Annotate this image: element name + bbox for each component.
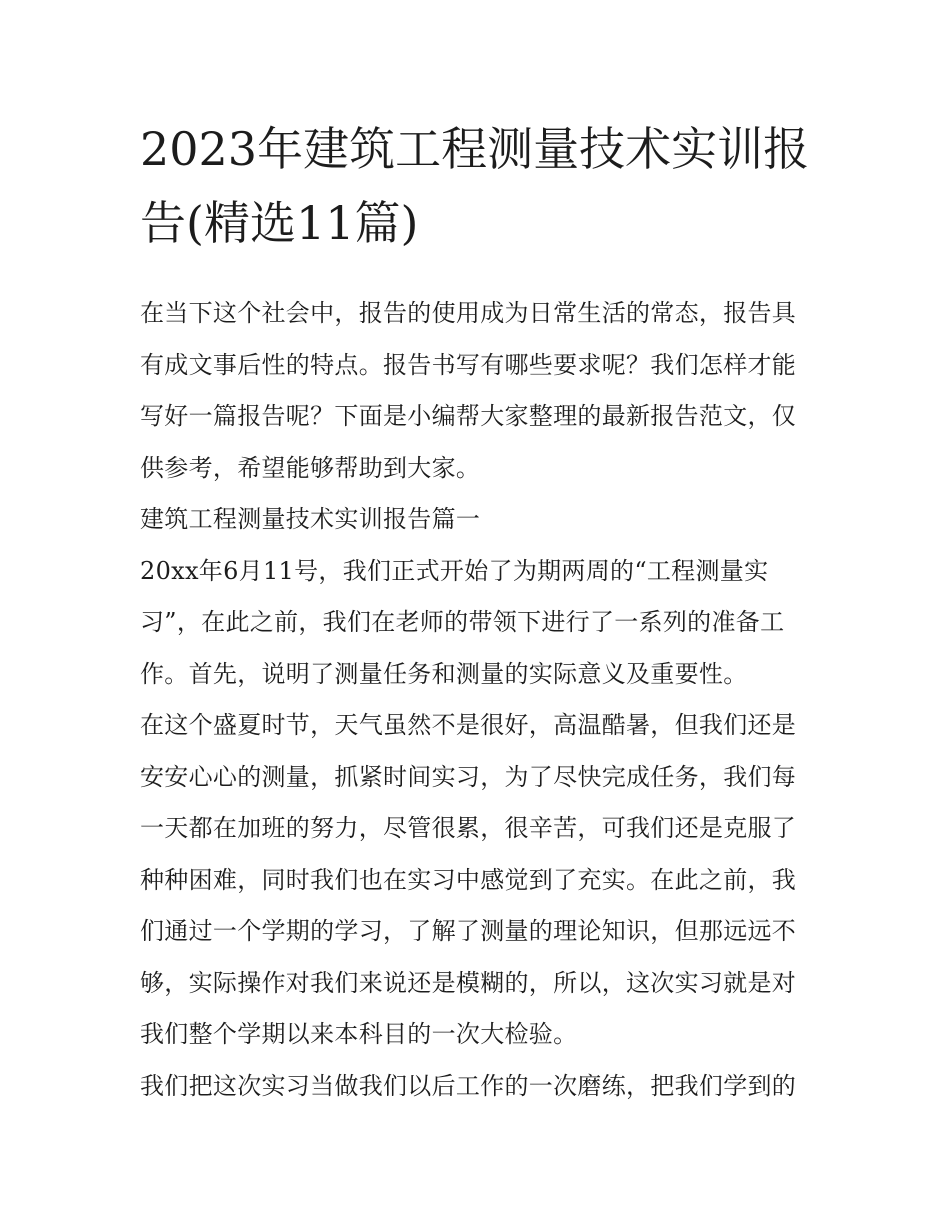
document-body <box>140 112 815 1112</box>
document-title: 2023年建筑工程测量技术实训报告(精选11篇) <box>140 122 810 250</box>
body-paragraph: 我们把这次实习当做我们以后工作的一次磨练，把我们学到的 <box>140 1071 797 1100</box>
body-paragraph: 20xx年6月11号，我们正式开始了为期两周的“工程测量实习”，在此之前，我们在老师的带领下进行了一系列的准备工作。首先，说明了测量任务和测量的实际意义及重要性。 <box>140 556 785 688</box>
intro-paragraph: 在当下这个社会中，报告的使用成为日常生活的常态，报告具有成文事后性的特点。报告书写有哪些要求呢？我们怎样才能写好一篇报告呢？下面是小编帮大家整理的最新报告范文，仅供参考，希望能够帮助到大家。 <box>140 299 797 482</box>
section-heading: 建筑工程测量技术实训报告篇一 <box>140 505 481 533</box>
body-paragraph: 在这个盛夏时节，天气虽然不是很好，高温酷暑，但我们还是安安心心的测量，抓紧时间实习，为了尽快完成任务，我们每一天都在加班的努力，尽管很累，很辛苦，可我们还是克服了种种困难，同时我们也在实习中感觉到了充实。在此之前，我们通过一个学期的学习，了解了测量的理论知识，但那远远不够，实际操作对我们来说还是模糊的，所以，这次实习就是对我们整个学期以来本科目的一次大检验。 <box>140 711 797 1048</box>
